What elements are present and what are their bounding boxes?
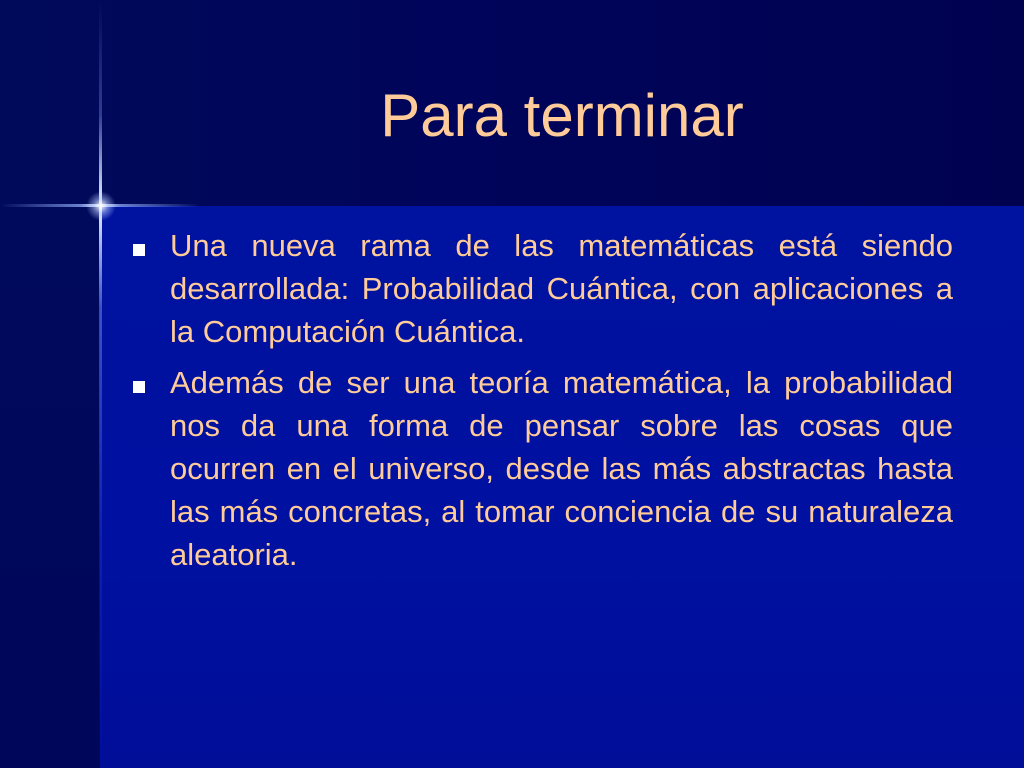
slide-title: Para terminar — [380, 82, 744, 149]
bullet-text: Además de ser una teoría matemática, la probabilidad nos da una forma de pensar sobre las cosas que ocurren en el universo, desde las más abstractas hasta las más concretas, al tomar conciencia de su naturaleza aleatoria. — [170, 365, 953, 572]
bullet-item — [133, 361, 953, 576]
bullet-item — [133, 224, 953, 353]
bullet-text: Una nueva rama de las matemáticas está siendo desarrollada: Probabilidad Cuántica, con aplicaciones a la Computación Cuántica. — [170, 228, 953, 349]
square-bullet-icon — [133, 244, 145, 256]
star-sparkle-icon — [86, 191, 116, 221]
bullet-list — [133, 224, 953, 584]
square-bullet-icon — [133, 381, 145, 393]
background-left-band — [0, 206, 100, 768]
